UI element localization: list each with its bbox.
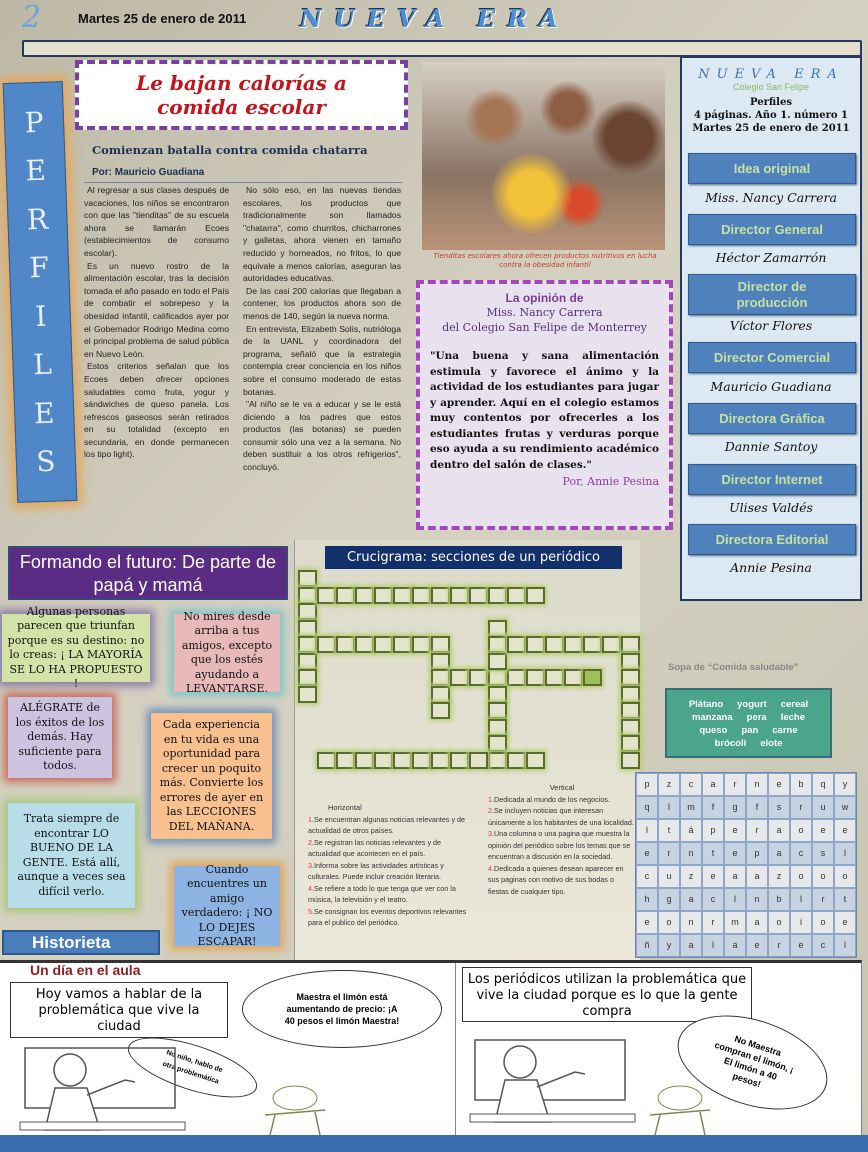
wordsearch-cell[interactable]: c xyxy=(702,888,724,911)
crossword-cell[interactable] xyxy=(298,603,317,620)
crossword-cell[interactable] xyxy=(488,587,507,604)
crossword-cell[interactable] xyxy=(298,636,317,653)
student-drawing xyxy=(255,1080,335,1135)
wordsearch-cell[interactable]: l xyxy=(724,888,746,911)
wordsearch-cell[interactable]: a xyxy=(768,842,790,865)
wordsearch-cell[interactable]: m xyxy=(724,911,746,934)
wordsearch-cell[interactable]: a xyxy=(680,934,702,957)
wordsearch-word-list xyxy=(665,688,832,758)
credit-name: Ulises Valdés xyxy=(729,500,813,515)
crossword-cell[interactable] xyxy=(621,735,640,752)
clue-text: Informa sobre las actividades artísticas y culturales. Puede incluir creación literaria. xyxy=(308,860,444,881)
section-banner-perfiles xyxy=(3,81,78,503)
credit-role: Directora Editorial xyxy=(688,524,856,555)
wordsearch-cell[interactable]: e xyxy=(636,842,658,865)
panel-divider xyxy=(455,963,456,1135)
crossword-cell[interactable] xyxy=(431,752,450,769)
crossword-cell[interactable] xyxy=(450,587,469,604)
word: leche xyxy=(780,712,806,723)
clue: 2.Se registran las noticias relevantes y de actualidad que acontecen en el país. xyxy=(308,837,442,858)
article-byline: Por: Mauricio Guadiana xyxy=(92,167,205,178)
clue-number: 4 xyxy=(488,863,492,873)
credit-role: Director Comercial xyxy=(688,342,856,373)
crossword-cell[interactable] xyxy=(488,686,507,703)
wordsearch-cell[interactable]: e xyxy=(746,934,768,957)
clue: 4.Dedicada a quienes desean aparecer en sus paginas con motivo de sus bodas o fiestas de cualquier tipo. xyxy=(488,863,624,896)
sidebar-date: Martes 25 de enero de 2011 xyxy=(692,123,850,134)
clue-text: Una columna o una pagina que muestra la opinión del periódico sobre los temas que se encuentran a discusión en la sociedad. xyxy=(488,829,631,861)
word: yogurt xyxy=(737,699,767,710)
quote-card: Trata siempre de encontrar LO BUENO DE LA GENTE. Está allí, aunque a veces sea difícil verlo. xyxy=(8,803,135,908)
paragraph: Es un nuevo rostro de la alimentación escolar, tras la decisión tomada el año pasado en todo el País de combatir el sobrepeso y la obesidad infantil, calificados ayer por el Gobernador Rodrigo Medina como el principal problema de salud pública en Nuevo León. xyxy=(84,260,229,359)
wordsearch-cell[interactable]: a xyxy=(702,773,724,796)
crossword-cell[interactable] xyxy=(526,669,545,686)
perfiles-letter: F xyxy=(28,250,50,285)
wordsearch-cell[interactable]: t xyxy=(702,842,724,865)
word: pera xyxy=(746,712,767,723)
article-photo xyxy=(422,62,665,250)
wordsearch-cell[interactable]: t xyxy=(658,819,680,842)
crossword-cell[interactable] xyxy=(336,752,355,769)
crossword-cell[interactable] xyxy=(469,669,488,686)
crossword-cell[interactable] xyxy=(393,587,412,604)
opinion-author: Miss. Nancy Carrera xyxy=(486,306,603,319)
wordsearch-cell[interactable]: l xyxy=(834,934,856,957)
word: manzana xyxy=(691,712,733,723)
wordsearch-cell[interactable]: l xyxy=(658,796,680,819)
page-number: 2 xyxy=(22,0,42,35)
wordsearch-cell[interactable]: c xyxy=(680,773,702,796)
crossword-cell[interactable] xyxy=(317,752,336,769)
crossword-cell[interactable] xyxy=(355,636,374,653)
wordsearch-cell[interactable]: h xyxy=(636,888,658,911)
crossword-cell[interactable] xyxy=(602,636,621,653)
crossword-cell[interactable] xyxy=(431,587,450,604)
clue-text: Se refiere a todo lo que tenga que ver con la música, la televisión y el teatro. xyxy=(308,883,456,904)
wordsearch-cell[interactable]: o xyxy=(790,865,812,888)
quote-card: Algunas personas parecen que triunfan porque es su destino: no lo creas: ¡ LA MAYORÍA SE LO HA PROPUESTO ! xyxy=(2,614,150,682)
credits-sidebar xyxy=(680,56,862,601)
wordsearch-cell[interactable]: t xyxy=(834,888,856,911)
crossword-cell[interactable] xyxy=(298,570,317,587)
perfiles-letter: L xyxy=(32,347,53,382)
wordsearch-cell[interactable]: z xyxy=(768,865,790,888)
credit-name: Annie Pesina xyxy=(730,560,812,575)
credit-name: Miss. Nancy Carrera xyxy=(705,190,837,205)
wordsearch-cell[interactable]: a xyxy=(724,865,746,888)
wordsearch-cell[interactable]: e xyxy=(834,911,856,934)
wordsearch-cell[interactable]: e xyxy=(636,911,658,934)
speech-box-teacher: Los periódicos utilizan la problemática que vive la ciudad porque es lo que la gente compra xyxy=(462,967,752,1022)
crossword-cell[interactable] xyxy=(412,587,431,604)
clue-number: 3 xyxy=(308,860,312,870)
crossword-cell[interactable] xyxy=(317,636,336,653)
crossword-cell[interactable] xyxy=(355,587,374,604)
crossword-cell[interactable] xyxy=(507,636,526,653)
crossword-cell[interactable] xyxy=(469,587,488,604)
clue-number: 5 xyxy=(308,906,312,916)
wordsearch-cell[interactable]: o xyxy=(658,911,680,934)
word: Plátano xyxy=(688,699,724,710)
header-bar xyxy=(22,40,862,57)
crossword-cell[interactable] xyxy=(374,752,393,769)
crossword-cell[interactable] xyxy=(488,735,507,752)
paragraph: Al regresar a sus clases después de vacaciones, los niños se encontraron con que las "tienditas" de su escuela ahora se llamarán Ecoes (establecimientos de consumo escolar). xyxy=(84,185,229,258)
clue: 1.Dedicada al mundo de los negocios. xyxy=(488,794,610,804)
article-column-1 xyxy=(84,184,229,461)
wordsearch-cell[interactable]: s xyxy=(812,842,834,865)
credit-name: Mauricio Guadiana xyxy=(710,379,832,394)
perfiles-letter: E xyxy=(24,153,47,188)
byline-divider xyxy=(84,182,402,183)
crossword-cell[interactable] xyxy=(526,636,545,653)
crossword-cell[interactable] xyxy=(469,752,488,769)
crossword-cell[interactable] xyxy=(621,669,640,686)
clue-text: Se encuentran algunas noticias relevantes y de actualidad de otros países. xyxy=(308,814,466,835)
crossword-cell[interactable] xyxy=(298,653,317,670)
article-headline: Le bajan calorías a comida escolar xyxy=(75,60,408,130)
crossword-cell[interactable] xyxy=(374,587,393,604)
crossword-cell[interactable] xyxy=(431,702,450,719)
speech-bubble-teacher-reply: No niño, hablo de otra problemática xyxy=(121,1025,263,1110)
wordsearch-cell[interactable]: e xyxy=(724,819,746,842)
crossword-cell[interactable] xyxy=(545,669,564,686)
photo-caption: Tienditas escolares ahora ofrecen productos nutritivos en lucha contra la obesidad infantil xyxy=(433,252,657,269)
word: carne xyxy=(772,725,798,736)
wordsearch-cell[interactable]: r xyxy=(658,842,680,865)
article-subhead: Comienzan batalla contra comida chatarra xyxy=(92,143,368,157)
wordsearch-cell[interactable]: p xyxy=(636,773,658,796)
wordsearch-cell[interactable]: e xyxy=(768,773,790,796)
opinion-quote: "Una buena y sana alimentación estimula y favorece el ánimo y la actividad de los estudiantes para jugar y aprender. Aquí en el colegio estamos muy contentos por ofrecerles a los estudiantes frutas y verduras porque eso ayuda a su rendimiento académico dentro del salón de clases." xyxy=(430,350,659,471)
clues-heading: Vertical xyxy=(549,783,575,792)
wordsearch-cell[interactable]: l xyxy=(636,819,658,842)
word: cereal xyxy=(780,699,809,710)
wordsearch-cell[interactable]: n xyxy=(746,773,768,796)
clues-vertical xyxy=(488,782,636,897)
crossword-cell[interactable] xyxy=(431,653,450,670)
article-column-2 xyxy=(243,184,401,474)
opinion-title: La opinión de xyxy=(505,291,584,305)
word: pan xyxy=(741,725,759,736)
wordsearch-cell[interactable]: a xyxy=(746,865,768,888)
crossword-cell[interactable] xyxy=(336,636,355,653)
crossword-cell[interactable] xyxy=(621,752,640,769)
clue: 1.Se encuentran algunas noticias relevantes y de actualidad de otros países. xyxy=(308,814,466,835)
wordsearch-cell[interactable]: p xyxy=(702,819,724,842)
crossword-cell[interactable] xyxy=(621,702,640,719)
wordsearch-cell[interactable]: r xyxy=(790,796,812,819)
sidebar-school: Colegio San Felipe xyxy=(732,82,810,92)
wordsearch-cell[interactable]: í xyxy=(790,911,812,934)
wordsearch-cell[interactable]: q xyxy=(812,773,834,796)
quote-card: Cuando encuentres un amigo verdadero: ¡ NO LO DEJES ESCAPAR! xyxy=(174,866,280,946)
paragraph: "Al niño se le va a educar y se le está diciendo a los padres que estos productos (las botanas) se pueden consumir sólo una vez a la semana. No deben sustituir a los otros refrigerios", concluyó. xyxy=(243,399,401,473)
crossword-cell[interactable] xyxy=(488,636,507,653)
paragraph: De las casi 200 calorías que llegaban a contener, los productos ahora son de menos de 140, según la nueva norma. xyxy=(243,285,401,321)
teacher-drawing xyxy=(15,1040,195,1132)
crossword-cell[interactable] xyxy=(336,587,355,604)
word: brócoli xyxy=(714,738,747,749)
clue-text: Se consignan los eventos deportivos relevantes para el publico del periódico. xyxy=(308,906,467,927)
speech-bubble-student: No Maestra compran el limón, ¡ El limón a 40 pesos! xyxy=(666,998,840,1127)
wordsearch-grid xyxy=(635,772,857,958)
wordsearch-title: Sopa de “Comida saludable” xyxy=(668,662,799,673)
clue-number: 1 xyxy=(308,814,312,824)
crossword-cell[interactable] xyxy=(393,752,412,769)
wordsearch-cell[interactable]: l xyxy=(790,888,812,911)
crossword-cell[interactable] xyxy=(488,653,507,670)
word: elote xyxy=(760,738,783,749)
clue-number: 1 xyxy=(488,794,492,804)
opinion-school: del Colegio San Felipe de Monterrey xyxy=(442,321,647,334)
clue-text: Se registran las noticias relevantes y de actualidad que acontecen en el país. xyxy=(308,837,442,858)
crossword-cell[interactable] xyxy=(583,669,602,686)
credit-role: Director General xyxy=(688,214,856,245)
clue: 4.Se refiere a todo lo que tenga que ver con la música, la televisión y el teatro. xyxy=(308,883,456,904)
crossword-cell[interactable] xyxy=(317,587,336,604)
perfiles-letter: I xyxy=(34,299,47,333)
paragraph: No sólo eso, en las nuevas tiendas escolares, los productos que tradicionalmente son llamados "chatarra", como churritos, chicharrones y galletas, ahora vienen en tamaño reducido y horneados, no fritos, lo que equivale a menos calorías, aseguran las autoridades educativas. xyxy=(243,185,401,284)
wordsearch-cell[interactable]: u xyxy=(658,865,680,888)
clue-number: 2 xyxy=(308,837,312,847)
wordsearch-cell[interactable]: r xyxy=(724,773,746,796)
wordsearch-cell[interactable]: b xyxy=(768,888,790,911)
crossword-cell[interactable] xyxy=(412,636,431,653)
wordsearch-cell[interactable]: e xyxy=(790,934,812,957)
crossword-cell[interactable] xyxy=(545,636,564,653)
crossword-cell[interactable] xyxy=(507,669,526,686)
opinion-signature: Por, Annie Pesina xyxy=(562,475,659,488)
clue: 5.Se consignan los eventos deportivos relevantes para el publico del periódico. xyxy=(308,906,467,927)
quote-card: No mires desde arriba a tus amigos, excepto que los estés ayudando a LEVANTARSE. xyxy=(174,614,280,692)
sidebar-edition: 4 páginas. Año 1. número 1 xyxy=(693,110,848,121)
wordsearch-cell[interactable]: o xyxy=(790,819,812,842)
credit-role: Director Internet xyxy=(688,464,856,495)
footer-bar xyxy=(0,1135,868,1152)
wordsearch-cell[interactable]: e xyxy=(724,842,746,865)
clues-heading: Horizontal xyxy=(328,803,362,812)
wordsearch-cell[interactable]: c xyxy=(790,842,812,865)
opinion-box xyxy=(416,280,673,530)
crossword-cell[interactable] xyxy=(298,686,317,703)
crossword-cell[interactable] xyxy=(450,669,469,686)
wordsearch-cell[interactable]: á xyxy=(680,819,702,842)
sidebar-masthead: NUEVA ERA xyxy=(698,67,844,82)
paragraph: En entrevista, Elizabeth Solís, nutrióloga de la UANL y coordinadora del programa, señaló que la estrategia contempla crear conciencia en los niños sobre el consumo moderado de estas botanas. xyxy=(243,323,401,397)
crossword-cell[interactable] xyxy=(621,719,640,736)
wordsearch-cell[interactable]: r xyxy=(812,888,834,911)
wordsearch-cell[interactable]: u xyxy=(812,796,834,819)
wordsearch-cell[interactable]: a xyxy=(746,911,768,934)
clue-number: 2 xyxy=(488,806,492,815)
word: queso xyxy=(699,725,728,736)
perfiles-letter: E xyxy=(33,396,56,431)
wordsearch-cell[interactable]: e xyxy=(702,865,724,888)
crossword-cell[interactable] xyxy=(431,686,450,703)
perfiles-letter: S xyxy=(35,444,57,479)
speech-bubble-student: Maestra el limón está aumentando de precio: ¡A 40 pesos el limón Maestra! xyxy=(242,970,442,1048)
teacher-drawing xyxy=(465,1030,645,1130)
wordsearch-cell[interactable]: y xyxy=(658,934,680,957)
wordsearch-cell[interactable]: s xyxy=(768,796,790,819)
wordsearch-cell[interactable]: w xyxy=(834,796,856,819)
wordsearch-cell[interactable]: f xyxy=(746,796,768,819)
crossword-cell[interactable] xyxy=(298,669,317,686)
wordsearch-cell[interactable]: o xyxy=(834,865,856,888)
wordsearch-cell[interactable]: o xyxy=(812,865,834,888)
wordsearch-cell[interactable]: g xyxy=(724,796,746,819)
quote-card: Cada experiencia en tu vida es una oportunidad para crecer un poquito más. Convierte los errores de ayer en las LECCIONES DEL MAÑANA. xyxy=(151,713,272,839)
crossword-cell[interactable] xyxy=(564,669,583,686)
paragraph: Estos criterios señalan que los Ecoes deben ofrecer opciones saludables como fruta, yogur y sándwiches de queso panela. Los refrescos gaseosos serán retirados en su totalidad (excepto en secundaria, en donde permanecen los tipo light). xyxy=(84,361,229,460)
student-drawing xyxy=(640,1080,720,1135)
crossword-cell[interactable] xyxy=(431,669,450,686)
wordsearch-cell[interactable]: o xyxy=(768,911,790,934)
comic-title: Un día en el aula xyxy=(30,962,141,978)
wordsearch-cell[interactable]: b xyxy=(790,773,812,796)
crossword-cell[interactable] xyxy=(374,636,393,653)
crossword-cell[interactable] xyxy=(488,702,507,719)
wordsearch-cell[interactable]: l xyxy=(702,934,724,957)
speech-box-teacher: Hoy vamos a hablar de la problemática que vive la ciudad xyxy=(10,982,228,1038)
crossword-cell[interactable] xyxy=(298,587,317,604)
crossword-cell[interactable] xyxy=(488,719,507,736)
credit-role: Idea original xyxy=(688,153,856,184)
crossword-title: Crucigrama: secciones de un periódico xyxy=(325,546,622,569)
wordsearch-cell[interactable]: c xyxy=(812,934,834,957)
wordsearch-cell[interactable]: z xyxy=(680,865,702,888)
crossword-cell[interactable] xyxy=(488,620,507,637)
clue-text: Dedicada al mundo de los negocios. xyxy=(494,794,610,804)
masthead: NUEVA ERA xyxy=(300,4,570,33)
comic-section-label: Historieta xyxy=(2,930,160,955)
crossword-cell[interactable] xyxy=(621,653,640,670)
issue-date: Martes 25 de enero de 2011 xyxy=(78,11,247,26)
clue-number: 4 xyxy=(308,883,312,893)
crossword-cell[interactable] xyxy=(526,752,545,769)
credit-role: Directora Gráfica xyxy=(688,403,856,434)
wordsearch-cell[interactable]: ñ xyxy=(636,934,658,957)
perfiles-letter: P xyxy=(24,105,45,140)
wordsearch-cell[interactable]: q xyxy=(636,796,658,819)
clue: 2.Se incluyen noticias que interesan únicamente a los habitantes de una localidad. xyxy=(488,806,634,827)
crossword-cell[interactable] xyxy=(393,636,412,653)
clue: 3.Una columna o una pagina que muestra la opinión del periódico sobre los temas que se encuentran a discusión en la sociedad. xyxy=(488,829,631,861)
family-section-title: Formando el futuro: De parte de papá y mamá xyxy=(8,546,288,600)
wordsearch-cell[interactable]: a xyxy=(768,819,790,842)
credit-role: Director de producción xyxy=(688,274,856,315)
wordsearch-cell[interactable]: a xyxy=(724,934,746,957)
crossword-cell[interactable] xyxy=(488,669,507,686)
wordsearch-cell[interactable]: g xyxy=(658,888,680,911)
wordsearch-cell[interactable]: m xyxy=(680,796,702,819)
clue-text: Dedicada a quienes desean aparecer en sus paginas con motivo de sus bodas o fiestas de cualquier tipo. xyxy=(488,863,624,896)
wordsearch-cell[interactable]: a xyxy=(680,888,702,911)
wordsearch-cell[interactable]: n xyxy=(746,888,768,911)
credit-name: Dannie Santoy xyxy=(724,439,818,454)
crossword-cell[interactable] xyxy=(488,752,507,769)
crossword-cell[interactable] xyxy=(450,752,469,769)
wordsearch-cell[interactable]: n xyxy=(680,842,702,865)
clue-text: Se incluyen noticias que interesan únicamente a los habitantes de una localidad. xyxy=(488,806,634,827)
crossword-cell[interactable] xyxy=(583,636,602,653)
wordsearch-cell[interactable]: n xyxy=(680,911,702,934)
credit-name: Héctor Zamarrón xyxy=(715,250,827,265)
wordsearch-cell[interactable]: e xyxy=(834,819,856,842)
wordsearch-cell[interactable]: l xyxy=(834,842,856,865)
clue-number: 3 xyxy=(488,829,492,838)
wordsearch-cell[interactable]: r xyxy=(702,911,724,934)
clue: 3.Informa sobre las actividades artísticas y culturales. Puede incluir creación literaria. xyxy=(308,860,444,881)
crossword-cell[interactable] xyxy=(564,636,583,653)
wordsearch-cell[interactable]: z xyxy=(658,773,680,796)
crossword-cell[interactable] xyxy=(526,587,545,604)
wordsearch-cell[interactable]: o xyxy=(812,911,834,934)
crossword-cell[interactable] xyxy=(507,752,526,769)
sidebar-section: Perfiles xyxy=(750,97,792,108)
wordsearch-cell[interactable]: f xyxy=(702,796,724,819)
crossword-cell[interactable] xyxy=(621,686,640,703)
crossword-cell[interactable] xyxy=(621,636,640,653)
credit-name: Víctor Flores xyxy=(729,318,813,333)
crossword-cell[interactable] xyxy=(431,636,450,653)
clues-horizontal xyxy=(308,802,470,929)
perfiles-letter: R xyxy=(26,202,49,237)
wordsearch-cell[interactable]: e xyxy=(812,819,834,842)
crossword-cell[interactable] xyxy=(355,752,374,769)
quote-card: ALÉGRATE de los éxitos de los demás. Hay suficiente para todos. xyxy=(8,697,112,778)
crossword-cell[interactable] xyxy=(298,620,317,637)
wordsearch-cell[interactable]: r xyxy=(768,934,790,957)
wordsearch-cell[interactable]: p xyxy=(746,842,768,865)
wordsearch-cell[interactable]: c xyxy=(636,865,658,888)
crossword-cell[interactable] xyxy=(507,587,526,604)
crossword-cell[interactable] xyxy=(412,752,431,769)
wordsearch-cell[interactable]: r xyxy=(746,819,768,842)
wordsearch-cell[interactable]: y xyxy=(834,773,856,796)
